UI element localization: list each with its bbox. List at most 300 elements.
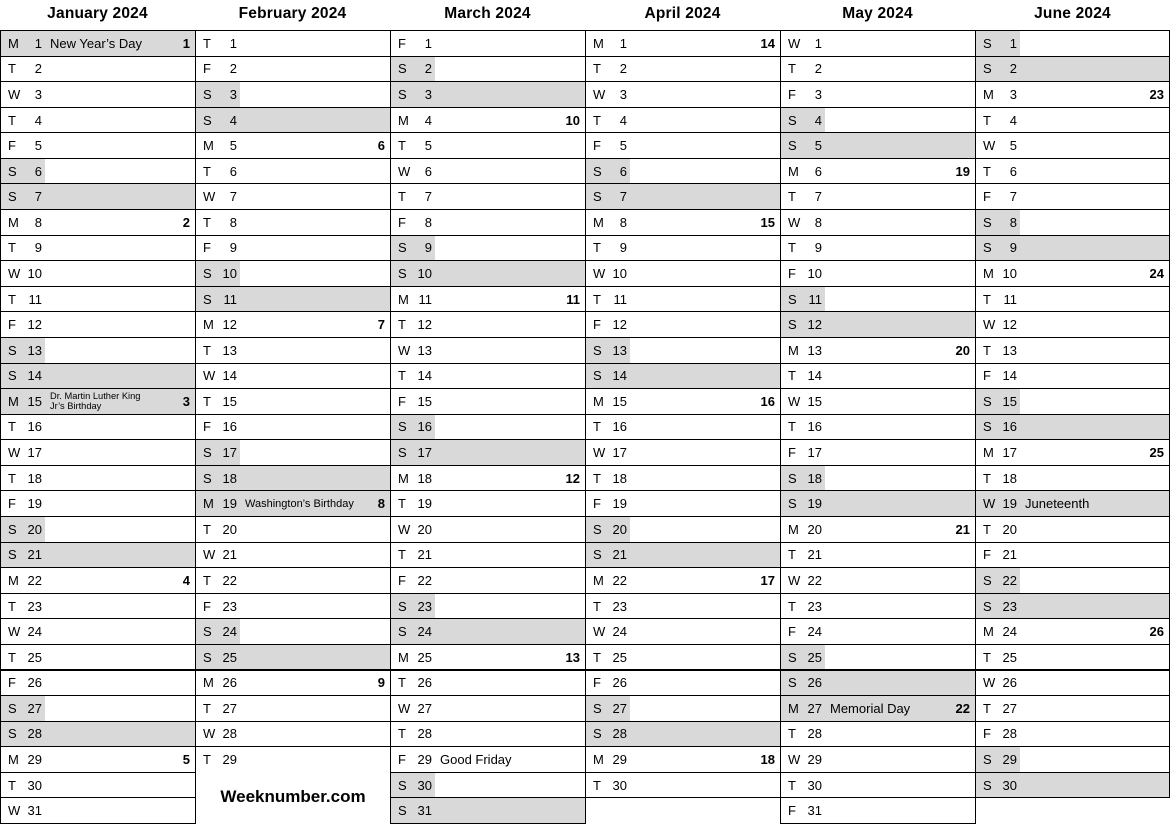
day-cell <box>390 414 586 441</box>
day-number: 5 <box>34 138 42 154</box>
day-cell <box>780 286 976 313</box>
day-cell <box>780 746 976 773</box>
day-cell <box>390 286 586 313</box>
day-cell <box>390 158 586 185</box>
day-letter: S <box>593 700 602 716</box>
day-number: 30 <box>27 777 42 793</box>
day-cell <box>585 567 781 594</box>
day-letter: F <box>398 752 406 768</box>
day-cell <box>975 721 1170 748</box>
day-letter: M <box>8 393 19 409</box>
day-letter: T <box>788 240 796 256</box>
weeknumber-logo[interactable]: Weeknumber.com <box>195 772 391 823</box>
day-number: 28 <box>807 726 822 742</box>
day-cell <box>390 81 586 108</box>
day-letter: T <box>203 393 211 409</box>
day-number: 30 <box>417 777 432 793</box>
day-cell <box>585 490 781 517</box>
day-cell <box>780 363 976 390</box>
day-letter: M <box>398 470 409 486</box>
day-letter: W <box>983 675 996 691</box>
day-number: 26 <box>417 675 432 691</box>
day-number: 10 <box>417 266 432 281</box>
day-number: 18 <box>807 470 822 486</box>
day-cell <box>585 286 781 313</box>
day-number: 9 <box>34 240 42 256</box>
day-cell <box>195 158 391 185</box>
day-cell <box>585 260 781 287</box>
day-letter: W <box>203 726 216 742</box>
day-cell <box>195 644 391 671</box>
day-cell <box>0 414 196 441</box>
day-cell <box>780 593 976 620</box>
day-number: 24 <box>27 624 42 640</box>
day-letter: M <box>8 572 19 588</box>
day-number: 8 <box>34 214 42 230</box>
day-number: 20 <box>27 521 42 537</box>
week-number: 1 <box>182 35 190 51</box>
day-cell <box>585 337 781 364</box>
day-number: 3 <box>229 86 237 102</box>
day-cell <box>0 465 196 492</box>
day-number: 6 <box>229 163 237 179</box>
day-letter: T <box>788 598 796 614</box>
day-number: 30 <box>612 777 627 793</box>
day-cell <box>780 56 976 83</box>
day-letter: M <box>593 393 604 409</box>
day-letter: S <box>788 675 797 691</box>
day-letter: S <box>788 291 797 307</box>
day-cell <box>390 209 586 236</box>
day-cell <box>585 183 781 210</box>
day-number: 13 <box>222 342 237 358</box>
day-letter: F <box>203 419 211 435</box>
day-number: 11 <box>28 291 42 307</box>
week-number: 13 <box>565 649 580 665</box>
day-cell <box>585 388 781 415</box>
day-cell <box>780 567 976 594</box>
day-number: 25 <box>1002 649 1017 665</box>
day-number: 20 <box>807 521 822 537</box>
day-number: 14 <box>417 368 432 384</box>
day-cell <box>975 670 1170 697</box>
day-number: 28 <box>612 726 627 742</box>
day-letter: T <box>203 342 211 358</box>
day-cell <box>195 516 391 543</box>
week-number: 2 <box>182 214 190 230</box>
day-cell <box>780 132 976 159</box>
day-letter: S <box>203 86 212 102</box>
day-letter: F <box>593 496 601 512</box>
day-letter: W <box>788 214 801 230</box>
day-number: 24 <box>807 624 822 640</box>
day-letter: F <box>203 61 211 77</box>
holiday-label: Dr. Martin Luther King Jr’s Birthday <box>50 391 141 412</box>
day-cell <box>780 670 976 697</box>
day-number: 15 <box>1002 393 1017 409</box>
day-letter: S <box>398 86 407 102</box>
day-cell <box>0 772 196 799</box>
day-number: 22 <box>222 572 237 588</box>
day-number: 9 <box>229 240 237 256</box>
day-number: 12 <box>222 317 237 333</box>
day-cell <box>390 260 586 287</box>
day-cell <box>780 260 976 287</box>
day-cell <box>975 542 1170 569</box>
week-number: 6 <box>377 138 385 154</box>
day-number: 8 <box>1009 214 1017 230</box>
day-cell <box>0 721 196 748</box>
day-number: 4 <box>34 112 42 128</box>
day-cell <box>975 490 1170 517</box>
day-cell <box>780 618 976 645</box>
day-number: 14 <box>222 368 237 384</box>
day-cell <box>390 132 586 159</box>
day-number: 31 <box>417 803 432 819</box>
day-letter: S <box>398 266 407 281</box>
day-number: 1 <box>814 35 822 51</box>
day-cell <box>585 158 781 185</box>
day-letter: T <box>788 419 796 435</box>
day-number: 13 <box>612 342 627 358</box>
day-number: 26 <box>27 675 42 691</box>
day-cell <box>195 490 391 517</box>
day-number: 18 <box>612 470 627 486</box>
day-cell <box>975 158 1170 185</box>
day-letter: T <box>203 521 211 537</box>
day-letter: M <box>593 752 604 768</box>
day-letter: S <box>593 163 602 179</box>
day-cell <box>390 439 586 466</box>
day-number: 12 <box>417 317 432 333</box>
day-cell <box>780 439 976 466</box>
day-letter: M <box>8 752 19 768</box>
day-letter: S <box>593 368 602 384</box>
day-cell <box>195 311 391 338</box>
day-number: 26 <box>612 675 627 691</box>
day-cell <box>585 414 781 441</box>
day-number: 3 <box>814 86 822 102</box>
week-number: 25 <box>1149 445 1164 461</box>
day-number: 21 <box>417 547 432 563</box>
day-cell <box>780 542 976 569</box>
month-title: March 2024 <box>444 5 531 22</box>
day-letter: W <box>593 445 606 461</box>
day-letter: T <box>8 291 16 307</box>
day-number: 13 <box>27 342 42 358</box>
day-letter: F <box>788 445 796 461</box>
day-letter: M <box>398 112 409 128</box>
day-cell <box>390 593 586 620</box>
day-letter: M <box>593 35 604 51</box>
day-letter: M <box>788 342 799 358</box>
day-letter: F <box>203 240 211 256</box>
day-cell <box>975 618 1170 645</box>
day-cell <box>780 516 976 543</box>
day-cell <box>0 593 196 620</box>
day-number: 2 <box>1009 61 1017 77</box>
day-letter: S <box>203 445 212 461</box>
day-letter: S <box>983 572 992 588</box>
day-letter: T <box>398 675 406 691</box>
day-number: 7 <box>424 189 432 205</box>
day-cell <box>975 516 1170 543</box>
day-letter: F <box>398 572 406 588</box>
day-cell <box>975 56 1170 83</box>
day-number: 8 <box>619 214 627 230</box>
day-number: 27 <box>807 700 822 716</box>
day-number: 9 <box>619 240 627 256</box>
day-letter: F <box>983 189 991 205</box>
day-cell <box>195 81 391 108</box>
day-number: 1 <box>424 35 432 51</box>
day-letter: M <box>983 266 994 281</box>
day-number: 13 <box>417 342 432 358</box>
day-cell <box>0 797 196 824</box>
day-letter: T <box>983 470 991 486</box>
day-cell <box>975 81 1170 108</box>
day-cell <box>390 618 586 645</box>
day-number: 25 <box>807 649 822 665</box>
day-cell <box>780 30 976 57</box>
day-cell <box>390 363 586 390</box>
day-letter: T <box>593 598 601 614</box>
day-number: 8 <box>424 214 432 230</box>
day-letter: F <box>8 317 16 333</box>
day-cell <box>0 388 196 415</box>
day-number: 16 <box>1002 419 1017 435</box>
day-number: 15 <box>612 393 627 409</box>
day-letter: T <box>8 112 16 128</box>
day-letter: M <box>983 86 994 102</box>
day-cell <box>195 721 391 748</box>
day-number: 10 <box>222 266 237 281</box>
day-letter: W <box>788 752 801 768</box>
day-cell <box>780 235 976 262</box>
day-letter: S <box>398 445 407 461</box>
day-letter: S <box>398 777 407 793</box>
day-number: 3 <box>1009 86 1017 102</box>
day-letter: T <box>398 547 406 563</box>
day-number: 22 <box>1002 572 1017 588</box>
day-number: 10 <box>1002 266 1017 281</box>
day-number: 28 <box>417 726 432 742</box>
day-cell <box>975 746 1170 773</box>
day-number: 14 <box>612 368 627 384</box>
day-number: 25 <box>612 649 627 665</box>
day-cell <box>0 56 196 83</box>
day-cell <box>780 337 976 364</box>
day-number: 16 <box>612 419 627 435</box>
day-letter: T <box>8 240 16 256</box>
day-letter: S <box>8 700 17 716</box>
day-letter: S <box>203 470 212 486</box>
day-cell <box>0 490 196 517</box>
day-number: 17 <box>807 445 822 461</box>
day-cell <box>975 567 1170 594</box>
day-cell <box>585 593 781 620</box>
day-letter: W <box>983 317 996 333</box>
day-letter: M <box>8 35 19 51</box>
day-number: 13 <box>1002 342 1017 358</box>
day-letter: T <box>8 61 16 77</box>
day-letter: W <box>398 521 411 537</box>
day-letter: S <box>398 803 407 819</box>
day-number: 26 <box>807 675 822 691</box>
day-cell <box>0 746 196 773</box>
holiday-label: Juneteenth <box>1025 496 1090 512</box>
day-letter: T <box>593 777 601 793</box>
day-cell <box>0 260 196 287</box>
day-number: 26 <box>222 675 237 691</box>
day-number: 11 <box>613 291 627 307</box>
day-number: 5 <box>1009 138 1017 154</box>
day-number: 7 <box>619 189 627 205</box>
day-letter: S <box>203 291 212 307</box>
day-cell <box>585 644 781 671</box>
day-letter: T <box>788 547 796 563</box>
month-title: June 2024 <box>1034 5 1111 22</box>
day-cell <box>0 618 196 645</box>
day-number: 21 <box>1002 547 1017 563</box>
day-letter: S <box>788 112 797 128</box>
day-number: 10 <box>612 266 627 281</box>
day-number: 29 <box>612 752 627 768</box>
day-number: 19 <box>222 496 237 512</box>
day-number: 7 <box>229 189 237 205</box>
holiday-label: Good Friday <box>440 752 512 768</box>
day-letter: S <box>203 649 212 665</box>
day-number: 16 <box>27 419 42 435</box>
day-letter: T <box>203 572 211 588</box>
day-cell <box>390 746 586 773</box>
day-cell <box>390 107 586 134</box>
day-number: 29 <box>417 752 432 768</box>
day-number: 31 <box>27 803 42 819</box>
day-letter: T <box>203 163 211 179</box>
day-number: 3 <box>424 86 432 102</box>
day-number: 23 <box>417 598 432 614</box>
day-number: 29 <box>1002 752 1017 768</box>
day-letter: F <box>398 35 406 51</box>
day-letter: S <box>203 112 212 128</box>
day-number: 6 <box>619 163 627 179</box>
day-cell <box>195 746 391 773</box>
day-cell <box>0 235 196 262</box>
day-cell <box>585 465 781 492</box>
day-number: 7 <box>34 189 42 205</box>
day-letter: T <box>788 726 796 742</box>
day-cell <box>390 183 586 210</box>
day-letter: T <box>983 649 991 665</box>
day-letter: F <box>8 675 16 691</box>
month-title: April 2024 <box>644 5 721 22</box>
day-cell <box>975 311 1170 338</box>
week-number: 17 <box>760 572 775 588</box>
day-letter: F <box>8 138 16 154</box>
day-number: 27 <box>222 700 237 716</box>
day-number: 28 <box>222 726 237 742</box>
day-cell <box>585 235 781 262</box>
day-letter: W <box>788 572 801 588</box>
day-cell <box>0 209 196 236</box>
day-cell <box>195 132 391 159</box>
day-cell <box>0 81 196 108</box>
day-number: 24 <box>417 624 432 640</box>
day-cell <box>390 388 586 415</box>
day-cell <box>390 56 586 83</box>
day-number: 17 <box>417 445 432 461</box>
day-cell <box>585 670 781 697</box>
day-letter: T <box>398 496 406 512</box>
day-letter: F <box>983 547 991 563</box>
day-letter: W <box>203 547 216 563</box>
day-number: 16 <box>417 419 432 435</box>
week-number: 16 <box>760 393 775 409</box>
day-letter: M <box>203 675 214 691</box>
day-number: 14 <box>807 368 822 384</box>
day-cell <box>585 311 781 338</box>
day-cell <box>975 644 1170 671</box>
day-number: 1 <box>229 35 237 51</box>
day-letter: S <box>593 521 602 537</box>
day-letter: S <box>8 521 17 537</box>
day-cell <box>195 465 391 492</box>
day-number: 11 <box>223 291 237 307</box>
day-cell <box>195 388 391 415</box>
day-letter: T <box>203 752 211 768</box>
week-number: 26 <box>1149 624 1164 640</box>
day-cell <box>975 183 1170 210</box>
day-letter: S <box>398 419 407 435</box>
day-letter: W <box>983 138 996 154</box>
day-cell <box>390 235 586 262</box>
day-letter: M <box>398 649 409 665</box>
day-letter: T <box>593 419 601 435</box>
day-number: 2 <box>34 61 42 77</box>
day-letter: W <box>8 266 21 281</box>
day-cell <box>195 593 391 620</box>
day-letter: S <box>8 342 17 358</box>
day-letter: S <box>983 35 992 51</box>
day-letter: F <box>593 317 601 333</box>
day-cell <box>780 209 976 236</box>
day-letter: T <box>203 35 211 51</box>
day-letter: S <box>398 61 407 77</box>
day-cell <box>780 695 976 722</box>
day-number: 1 <box>34 35 42 51</box>
day-number: 5 <box>424 138 432 154</box>
day-number: 27 <box>27 700 42 716</box>
day-number: 6 <box>34 163 42 179</box>
day-cell <box>975 30 1170 57</box>
day-number: 14 <box>1002 368 1017 384</box>
day-letter: T <box>983 342 991 358</box>
day-number: 24 <box>1002 624 1017 640</box>
day-number: 5 <box>814 138 822 154</box>
day-cell <box>780 311 976 338</box>
day-letter: F <box>788 86 796 102</box>
day-letter: M <box>788 700 799 716</box>
day-letter: W <box>8 803 21 819</box>
day-number: 30 <box>807 777 822 793</box>
day-number: 20 <box>1002 521 1017 537</box>
day-cell <box>195 56 391 83</box>
day-letter: M <box>203 317 214 333</box>
day-number: 15 <box>222 393 237 409</box>
day-cell <box>0 337 196 364</box>
day-cell <box>0 158 196 185</box>
